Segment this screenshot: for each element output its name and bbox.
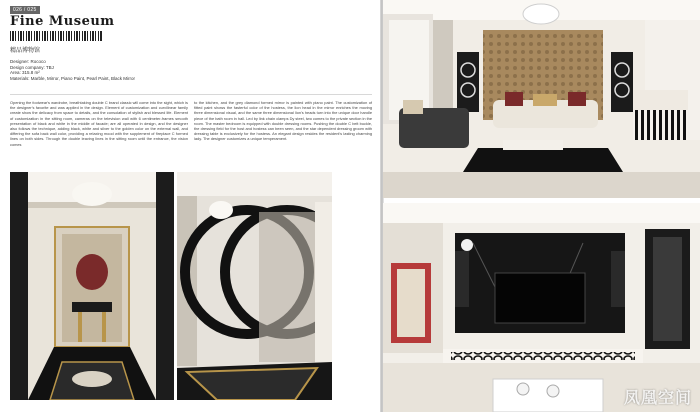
publisher-watermark: 凤凰空间 [623, 390, 692, 407]
chinese-subtitle: 精品博物馆 [10, 48, 41, 54]
living-room-photo [383, 0, 700, 198]
area-line: Area: 315.8 m² [10, 70, 40, 76]
project-metadata [10, 59, 135, 81]
designer-line: Designer: Rococo [10, 59, 46, 64]
mirror-hallway-photo [177, 172, 332, 400]
materials-line: Materials: Marble, Mirror, Piano Paint, Pearl Paint, Black Mirror [10, 75, 136, 81]
entrance-hall-photo [10, 172, 174, 400]
company-line: Design company: TBJ [10, 64, 54, 70]
body-text-column-1: Opening the footwear's wardrobe, breathtaking double C brand classic will come into the sight, which is the designer's favorite and was applied in the design. Element of customization and curvilinear family create show the delicacy from space to details, and the consolation of stylish and blessed life. Element of customization in the sitting room, cameras on the television wall with 6 centimeter-frames smooth presentation of black and white in the middle of facade; are all operated in design, and the designer also follows the technique, adding black, white and silver to the golden color on the external wall, and differing the sofa back wall color, providing a relaxing mood with the supplement of fireplace C formed lines on both sides. Through the double leaving lines in the sitting room until the entrance, the vision comes [10, 100, 188, 147]
body-text-column-2: to the kitchen, and the grey diamond formed mirror is painted with piano paint. The customization of fitted paint shows the fasterful color of the hostess, the lion head in the mirror enriches the moving three dimensional visual, and the same three dimensional lion's heads turn into the unique door handle piece of the bath room in hall. Led by link chain clamps Dy steel, two comes to the private section in the room. The master bedroom is equipped with double dressing rooms. Pushing the double C belt buckle, the dressing field for the host and hostess can been seen, and the star dependent dressing groom with dressing table is exclusively for the hostess. An elegant design resides the resident's lasting charming lady. The designer customizes a unique temperament. [194, 100, 372, 142]
divider [10, 94, 372, 95]
tv-wall-photo [383, 203, 700, 412]
page-title: Fine Museum [10, 14, 115, 29]
page-number-tag: 026 / 025 [10, 6, 40, 14]
barcode-decoration [10, 31, 102, 41]
